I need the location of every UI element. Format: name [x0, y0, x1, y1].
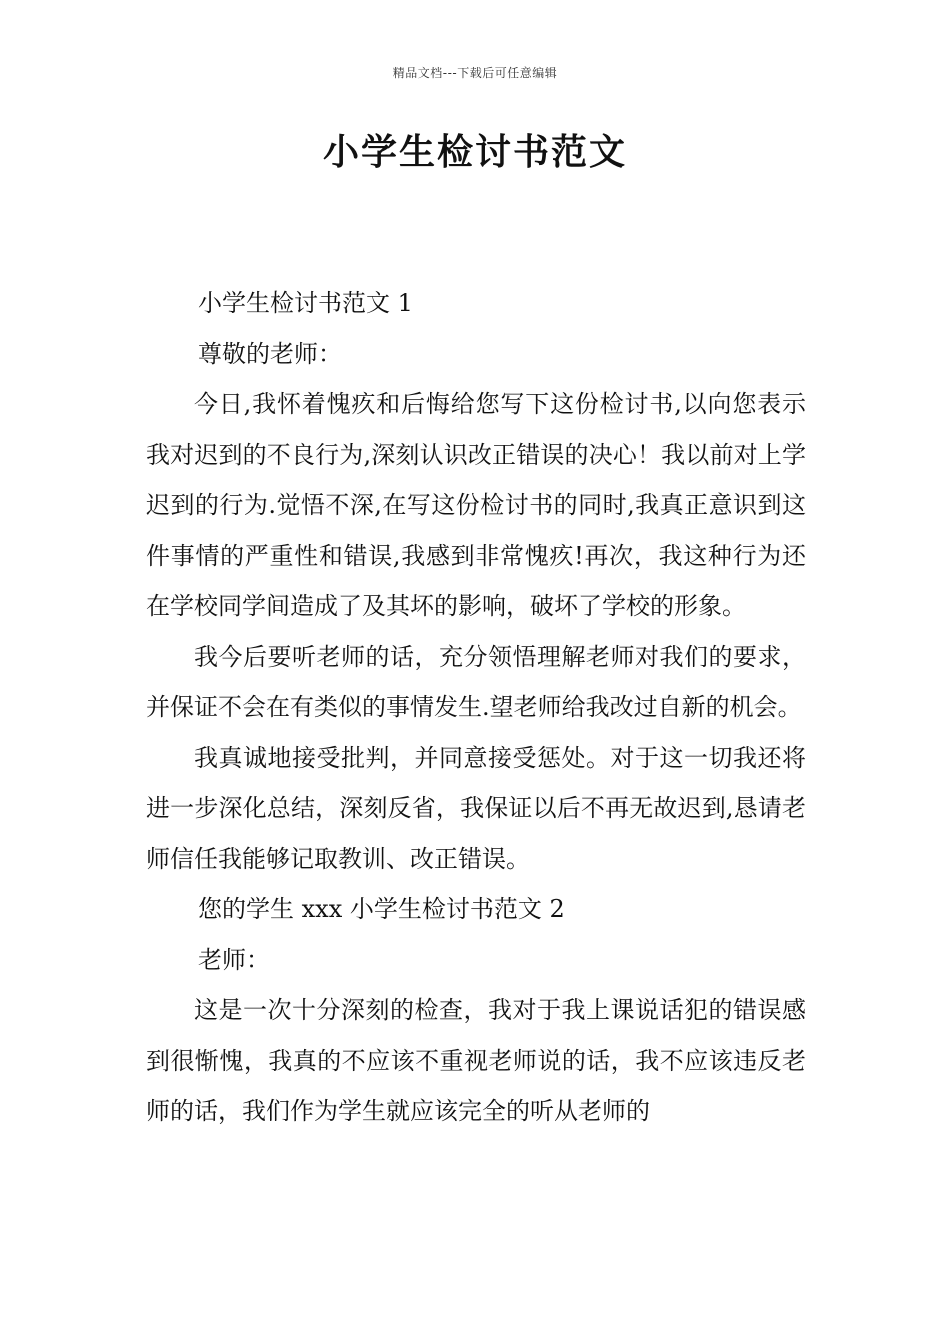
paragraph-2: 我今后要听老师的话，充分领悟理解老师对我们的要求，并保证不会在有类似的事情发生.望老师给我改过自新的机会。: [146, 642, 806, 721]
section-heading-1: 小学生检讨书范文 1: [198, 289, 413, 317]
paragraph-3: 我真诚地接受批判，并同意接受惩处。对于这一切我还将进一步深化总结，深刻反省，我保证以后不再无故迟到,恳请老师信任我能够记取教训、改正错误。: [146, 743, 806, 873]
document-title: 小学生检讨书范文: [322, 132, 627, 173]
signature-and-heading-2: 您的学生 xxx 小学生检讨书范文 2: [198, 895, 565, 923]
document-body: [146, 278, 806, 1137]
salutation-1: 尊敬的老师：: [198, 339, 342, 368]
salutation-2: 老师：: [198, 945, 270, 974]
paragraph-1: 今日,我怀着愧疚和后悔给您写下这份检讨书,以向您表示我对迟到的不良行为,深刻认识改正错误的决心！我以前对上学迟到的行为.觉悟不深,在写这份检讨书的同时,我真正意识到这件事情的严重性和错误,我感到非常愧疚!再次，我这种行为还在学校同学间造成了及其坏的影响，破坏了学校的形象。: [146, 390, 806, 620]
paragraph-4: 这是一次十分深刻的检查，我对于我上课说话犯的错误感到很惭愧，我真的不应该不重视老师说的话，我不应该违反老师的话，我们作为学生就应该完全的听从老师的: [146, 996, 806, 1125]
page-header-note: 精品文档---下载后可任意编辑: [392, 66, 558, 80]
